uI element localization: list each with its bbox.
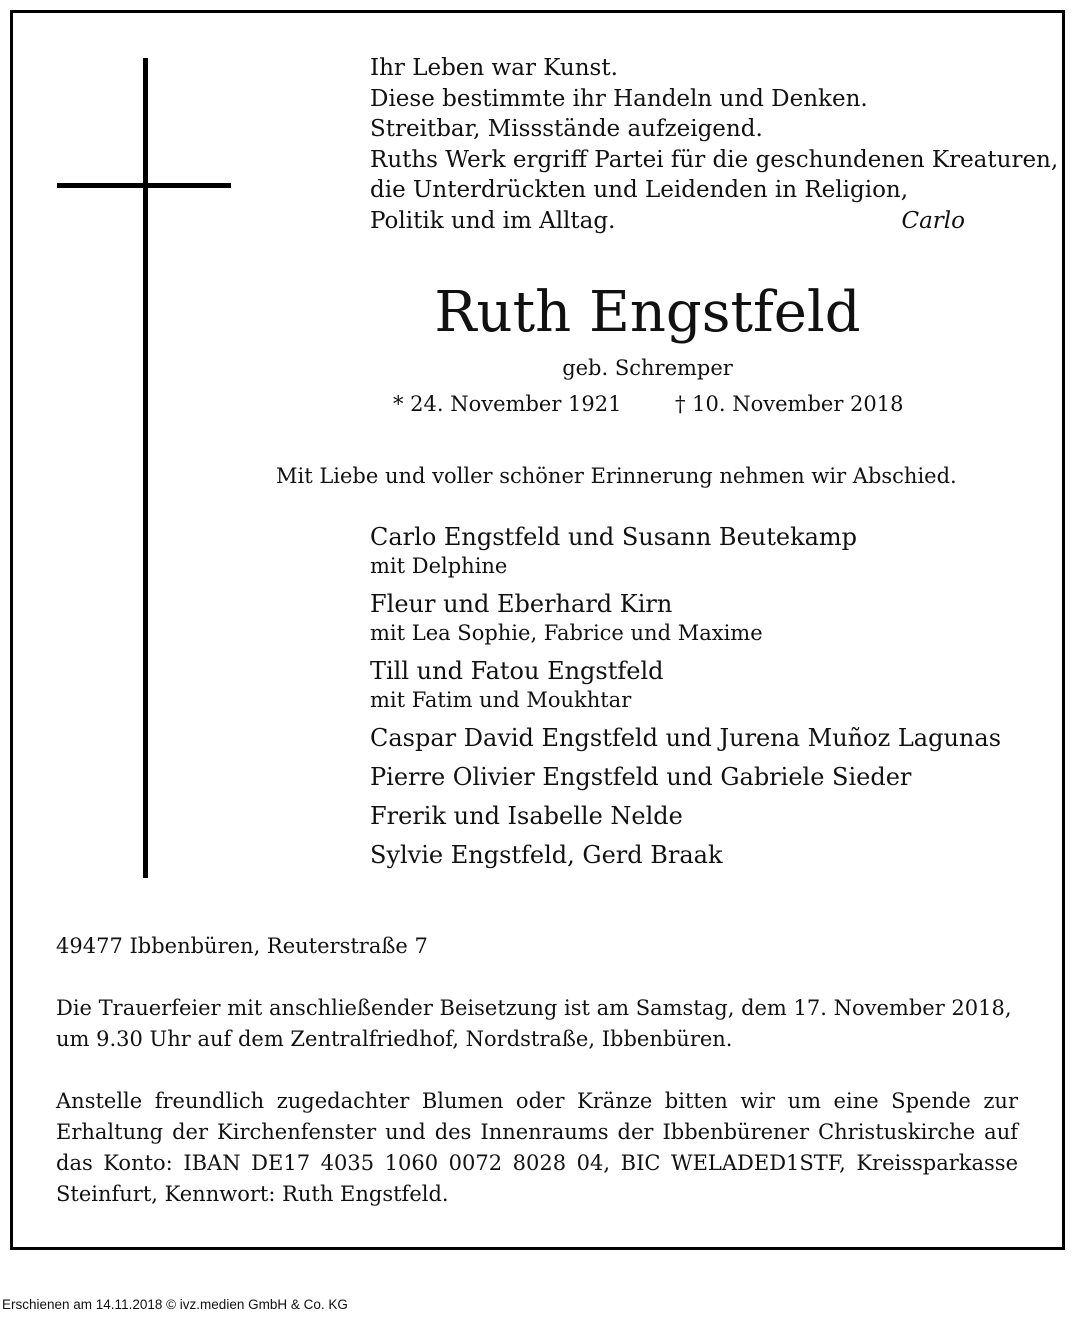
mourner-children: mit Fatim und Moukhtar — [370, 688, 632, 712]
mourner-name: Sylvie Engstfeld, Gerd Braak — [370, 841, 723, 869]
mourner-entry — [370, 589, 1050, 647]
poem-line: Politik und im Alltag. — [370, 207, 616, 234]
birth-date: * 24. November 1921 — [393, 392, 622, 416]
farewell-text: Mit Liebe und voller schöner Erinnerung nehmen wir Abschied. — [276, 464, 957, 488]
mourner-name: Pierre Olivier Engstfeld und Gabriele Sieder — [370, 763, 912, 791]
donation-info: Anstelle freundlich zugedachter Blumen oder Kränze bitten wir um eine Spende zur Erhaltung der Kirchenfenster und des Innenraums der Ibbenbürener Christuskirche auf das Konto: IBAN DE17 4035 1060 0072 8028 04, BIC WELADED1STF, Kreissparkasse Steinfurt, Kennwort: Ruth Engstfeld. — [56, 1089, 1018, 1206]
mourner-entry — [370, 801, 1050, 831]
death-date: † 10. November 2018 — [675, 392, 904, 416]
poem-line: Ruths Werk ergriff Partei für die geschundenen Kreaturen, — [370, 146, 1059, 173]
deceased-name: Ruth Engstfeld — [434, 280, 861, 345]
mourner-name: Fleur und Eberhard Kirn — [370, 590, 673, 618]
mourner-name: Till und Fatou Engstfeld — [370, 657, 664, 685]
mourner-name: Carlo Engstfeld und Susann Beutekamp — [370, 523, 858, 551]
cross-icon-horizontal — [57, 183, 231, 188]
memorial-poem — [370, 53, 1059, 236]
mourner-name: Caspar David Engstfeld und Jurena Muñoz Lagunas — [370, 724, 1002, 752]
mourner-entry — [370, 522, 1050, 580]
mourner-entry — [370, 656, 1050, 714]
mourner-entry — [370, 840, 1050, 870]
birth-name: geb. Schremper — [562, 356, 733, 380]
mourner-entry — [370, 762, 1050, 792]
poem-line: Ihr Leben war Kunst. — [370, 55, 618, 81]
mourner-children: mit Lea Sophie, Fabrice und Maxime — [370, 621, 763, 645]
family-address: 49477 Ibbenbüren, Reuterstraße 7 — [56, 934, 428, 958]
mourners-list — [370, 522, 1050, 879]
poem-last-line-row — [370, 206, 1020, 237]
poem-line: die Unterdrückten und Leidenden in Religion, — [370, 177, 909, 203]
funeral-ceremony-info: Die Trauerfeier mit anschließender Beisetzung ist am Samstag, dem 17. November 2018, um 9.30 Uhr auf dem Zentralfriedhof, Nordstraße, Ibbenbüren. — [56, 996, 1012, 1051]
publication-footer: Erschienen am 14.11.2018 © ivz.medien GmbH & Co. KG — [2, 1297, 348, 1312]
cross-icon-vertical — [143, 58, 148, 878]
obituary-frame — [10, 10, 1065, 1250]
poem-line: Streitbar, Missstände aufzeigend. — [370, 116, 763, 142]
mourner-children: mit Delphine — [370, 554, 508, 578]
poem-author: Carlo — [901, 207, 965, 234]
mourner-entry — [370, 723, 1050, 753]
poem-line: Diese bestimmte ihr Handeln und Denken. — [370, 85, 868, 112]
mourner-name: Frerik und Isabelle Nelde — [370, 802, 683, 830]
